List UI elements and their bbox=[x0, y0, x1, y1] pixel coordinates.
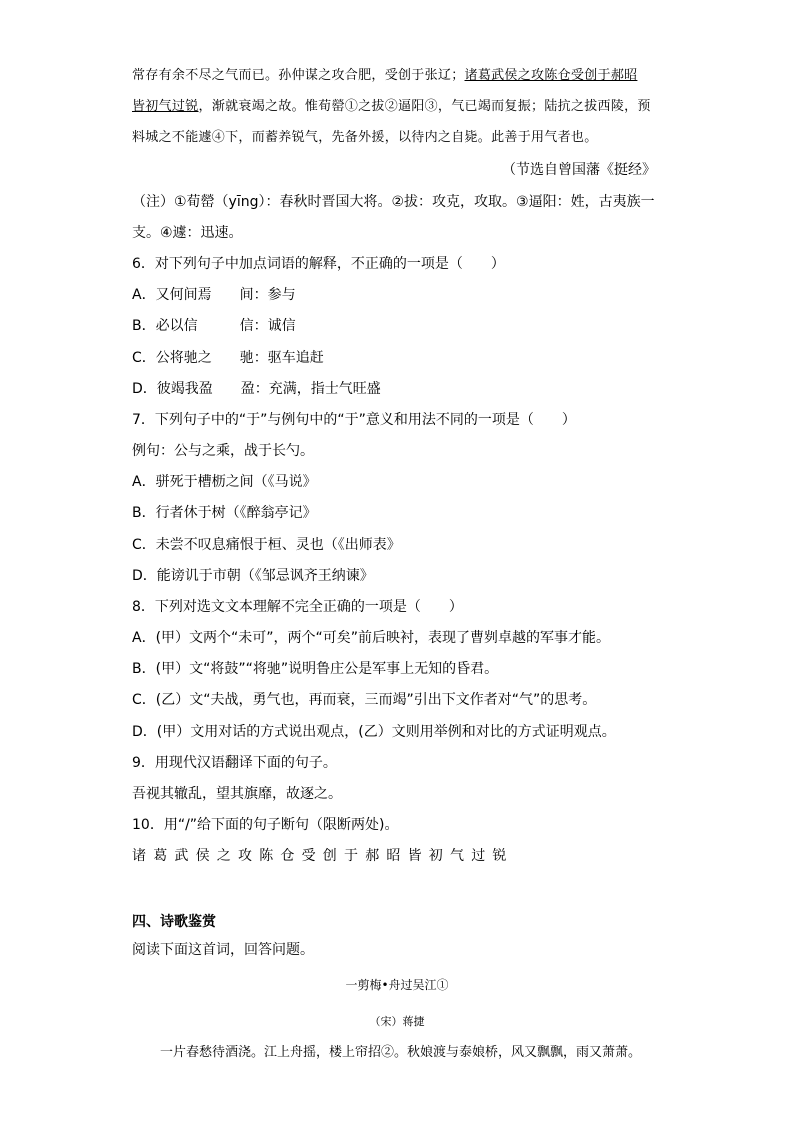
question-7-option-d: D．能谤讥于市朝（《邹忌讽齐王纳谏》 bbox=[132, 568, 374, 584]
question-8-option-a: A．(甲）文两个“未可”，两个“可矣”前后映衬，表现了曹刿卓越的军事才能。 bbox=[132, 630, 611, 646]
question-6-option-c: C．公将驰之 驰：驱车追赶 bbox=[132, 350, 324, 366]
question-9-stem: 9．用现代汉语翻译下面的句子。 bbox=[132, 755, 337, 771]
question-7-option-a: A．骈死于槽枥之间（《马说》 bbox=[132, 474, 317, 490]
poem-author: （宋）蒋捷 bbox=[369, 1015, 425, 1028]
passage-note-1: （注）①荀罃（yīng）：春秋时晋国大将。②拔：攻克，攻取。③逼阳：姓，古夷族一 bbox=[132, 194, 655, 210]
poem-line-1: 一片春愁待酒浇。江上舟摇，楼上帘招②。秋娘渡与泰娘桥，风又飘飘，雨又萧萧。 bbox=[160, 1045, 642, 1060]
question-9-sentence: 吾视其辙乱，望其旗靡，故逐之。 bbox=[132, 786, 342, 802]
passage-line-1 bbox=[132, 66, 637, 86]
question-6-option-a: A．又何间焉 间：参与 bbox=[132, 287, 296, 303]
passage-line-2 bbox=[132, 97, 651, 117]
passage-line-1-text: 常存有余不尽之气而已。孙仲谋之攻合肥，受创于张辽； bbox=[132, 68, 465, 83]
poetry-instruction: 阅读下面这首词，回答问题。 bbox=[132, 942, 314, 958]
question-10-sentence: 诸葛武侯之攻陈仓受创于郝昭皆初气过锐 bbox=[132, 848, 514, 864]
question-7-option-b: B．行者休于树（《醉翁亭记》 bbox=[132, 505, 317, 521]
underlined-sentence-part-1: 诸葛武侯之攻陈仓受创于郝昭 bbox=[464, 68, 638, 83]
passage-line-2-text: ，渐就衰竭之故。惟荀罃①之拔②逼阳③，气已竭而复振；陆抗之拔西陵，预 bbox=[198, 99, 651, 114]
question-7-example: 例句：公与之乘，战于长勺。 bbox=[132, 443, 314, 459]
question-8-stem: 8．下列对选文文本理解不完全正确的一项是（ ） bbox=[132, 599, 463, 615]
question-8-option-b: B．(甲）文“将鼓”“将驰”说明鲁庄公是军事上无知的昏君。 bbox=[132, 661, 499, 677]
underlined-sentence-part-2: 皆初气过锐 bbox=[132, 99, 199, 114]
question-6-stem: 6．对下列句子中加点词语的解释，不正确的一项是（ ） bbox=[132, 256, 505, 272]
poem-title: 一剪梅•舟过吴江① bbox=[345, 978, 449, 992]
question-8-option-c: C．(乙）文“夫战，勇气也，再而衰，三而竭”引出下文作者对“气”的思考。 bbox=[132, 692, 597, 708]
question-7-option-c: C．未尝不叹息痛恨于桓、灵也（《出师表》 bbox=[132, 537, 401, 553]
question-6-option-d: D．彼竭我盈 盈：充满，指士气旺盛 bbox=[132, 381, 381, 397]
section-heading-poetry: 四、诗歌鉴赏 bbox=[132, 914, 216, 930]
question-6-option-b: B．必以信 信：诚信 bbox=[132, 318, 296, 334]
question-7-stem: 7．下列句子中的“于”与例句中的“于”意义和用法不同的一项是（ ） bbox=[132, 412, 576, 428]
question-10-stem: 10．用“/”给下面的句子断句（限断两处)。 bbox=[132, 817, 399, 833]
passage-note-2: 支。④遽：迅速。 bbox=[132, 225, 243, 241]
passage-source: （节选自曾国藩《挺经》 bbox=[502, 162, 656, 178]
question-8-option-d: D．(甲）文用对话的方式说出观点，(乙）文则用举例和对比的方式证明观点。 bbox=[132, 724, 616, 740]
passage-line-3: 料城之不能遽④下，而蓄养锐气，先备外援，以待内之自毙。此善于用气者也。 bbox=[132, 130, 598, 145]
